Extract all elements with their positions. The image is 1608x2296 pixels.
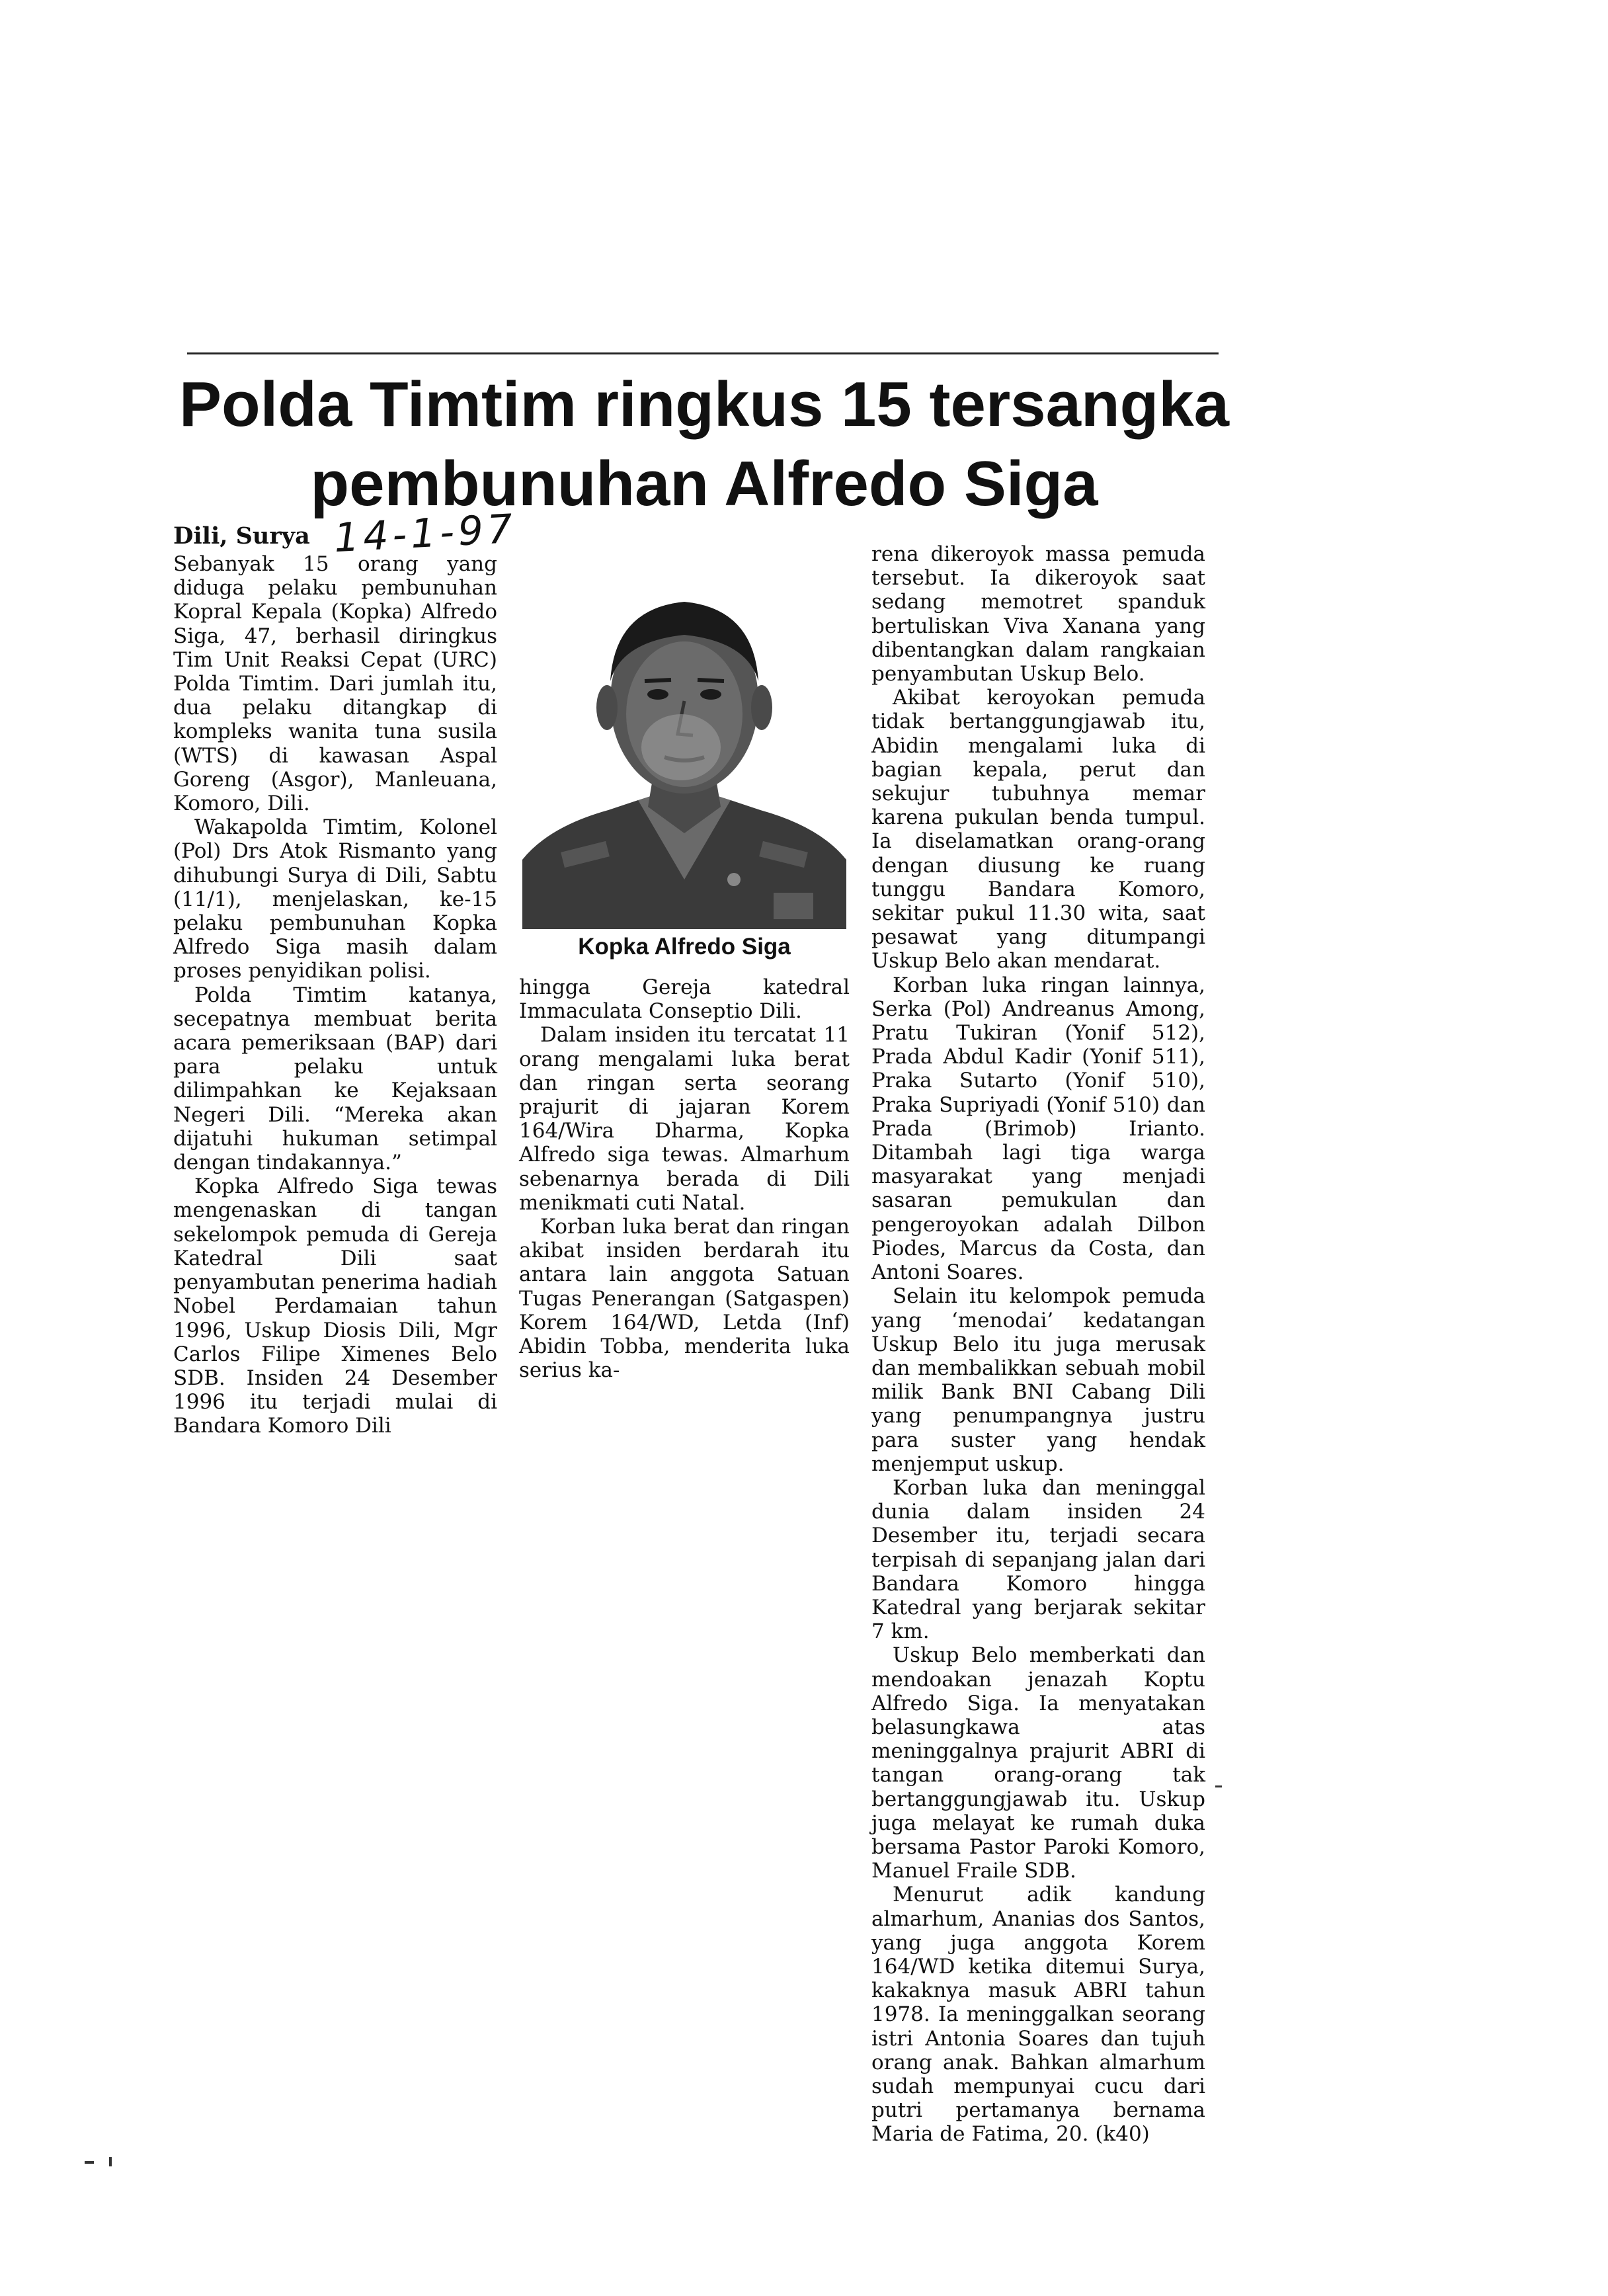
paragraph: Selain itu kelompok pemuda yang ‘menodai’ kedatangan Uskup Belo itu juga merusak dan membalikkan sebuah mobil milik Bank BNI Cabang Dili yang penumpangnya justru para suster yang hendak menjemput uskup. xyxy=(871,1284,1205,1476)
paragraph: rena dikeroyok massa pemuda tersebut. Ia dikeroyok saat sedang memotret spanduk bertuliskan Viva Xanana yang dibentangkan dalam rangkaian penyambutan Uskup Belo. xyxy=(871,542,1205,686)
paragraph: Uskup Belo memberkati dan mendoakan jenazah Koptu Alfredo Siga. Ia menyatakan belasungkawa atas meninggalnya prajurit ABRI di tangan orang-orang tak bertanggungjawab itu. Uskup juga melayat ke rumah duka bersama Pastor Paroki Komoro, Manuel Fraile SDB. xyxy=(871,1643,1205,1883)
scan-speck xyxy=(109,2157,112,2166)
photo-caption: Kopka Alfredo Siga xyxy=(578,934,791,960)
top-rule xyxy=(187,352,1219,354)
paragraph: Wakapolda Timtim, Kolonel (Pol) Drs Atok Rismanto yang dihubungi Surya di Dili, Sabtu (11/1), menjelaskan, ke-15 pelaku pembunuhan Kopka Alfredo Siga masih dalam proses penyidikan polisi. xyxy=(173,815,497,983)
headline-line-1: Polda Timtim ringkus 15 tersangka xyxy=(179,369,1230,440)
scan-speck xyxy=(1215,1785,1222,1787)
headline-line-2: pembunuhan Alfredo Siga xyxy=(310,448,1098,519)
paragraph: Dalam insiden itu tercatat 11 orang mengalami luka berat dan ringan serta seorang prajurit di jajaran Korem 164/Wira Dharma, Kopka Alfredo siga tewas. Almarhum sebenarnya berada di Dili menikmati cuti Natal. xyxy=(519,1023,850,1215)
paragraph: Korban luka dan meninggal dunia dalam insiden 24 Desember itu, terjadi secara terpisah di sepanjang jalan dari Bandara Komoro hingga Katedral yang berjarak sekitar 7 km. xyxy=(871,1475,1205,1644)
paragraph: Akibat keroyokan pemuda tidak bertanggungjawab itu, Abidin mengalami luka di bagian kepala, perut dan sekujur tubuhnya memar karena pukulan benda tumpul. Ia diselamatkan orang-orang dengan diusung ke ruang tunggu Bandara Komoro, sekitar pukul 11.30 wita, saat pesawat yang ditumpangi Uskup Belo akan mendarat. xyxy=(871,686,1205,973)
scan-speck xyxy=(85,2161,94,2164)
dateline: Dili, Surya xyxy=(173,522,310,550)
paragraph: hingga Gereja katedral Immaculata Conseptio Dili. xyxy=(519,975,850,1024)
paragraph: Polda Timtim katanya, secepatnya membuat berita acara pemeriksaan (BAP) dari para pelaku untuk dilimpahkan ke Kejaksaan Negeri Dili. “Mereka akan dijatuhi hukuman setimpal dengan tindakannya.” xyxy=(173,983,497,1175)
article-column-3 xyxy=(871,542,1205,2147)
paragraph: Menurut adik kandung almarhum, Ananias dos Santos, yang juga anggota Korem 164/WD ketika ditemui Surya, kakaknya masuk ABRI tahun 1978. Ia meninggalkan seorang istri Antonia Soares dan tujuh orang anak. Bahkan almarhum sudah mempunyai cucu dari putri pertamanya bernama Maria de Fatima, 20. (k40) xyxy=(871,1883,1205,2147)
paragraph: Korban luka berat dan ringan akibat insiden berdarah itu antara lain anggota Satuan Tugas Penerangan (Satgaspen) Korem 164/WD, Letda (Inf) Abidin Tobba, menderita luka serius ka- xyxy=(519,1215,850,1383)
paragraph: Korban luka ringan lainnya, Serka (Pol) Andreanus Among, Pratu Tukiran (Yonif 512), Prada Abdul Kadir (Yonif 511), Praka Sutarto (Yonif 510), Praka Supriyadi (Yonif 510) dan Prada (Brimob) Irianto. Ditambah lagi tiga warga masyarakat yang menjadi sasaran pemukulan dan pengeroyokan adalah Dilbon Piodes, Marcus da Costa, dan Antoni Soares. xyxy=(871,973,1205,1285)
paragraph: Sebanyak 15 orang yang diduga pelaku pembunuhan Kopral Kepala (Kopka) Alfredo Siga, 47, berhasil diringkus Tim Unit Reaksi Cepat (URC) Polda Timtim. Dari jumlah itu, dua pelaku ditangkap di kompleks wanita tuna susila (WTS) di kawasan Aspal Goreng (Asgor), Manleuana, Komoro, Dili. xyxy=(173,552,497,816)
portrait-photo xyxy=(522,549,846,929)
portrait-photo-drawing xyxy=(522,549,846,929)
article-column-2 xyxy=(519,975,850,1382)
handwritten-date: 14-1-97 xyxy=(333,505,518,562)
article-column-1 xyxy=(173,552,497,1438)
paragraph: Kopka Alfredo Siga tewas mengenaskan di tangan sekelompok pemuda di Gereja Katedral Dili saat penyambutan penerima hadiah Nobel Perdamaian tahun 1996, Uskup Diosis Dili, Mgr Carlos Filipe Ximenes Belo SDB. Insiden 24 Desember 1996 itu terjadi mulai di Bandara Komoro Dili xyxy=(173,1174,497,1438)
